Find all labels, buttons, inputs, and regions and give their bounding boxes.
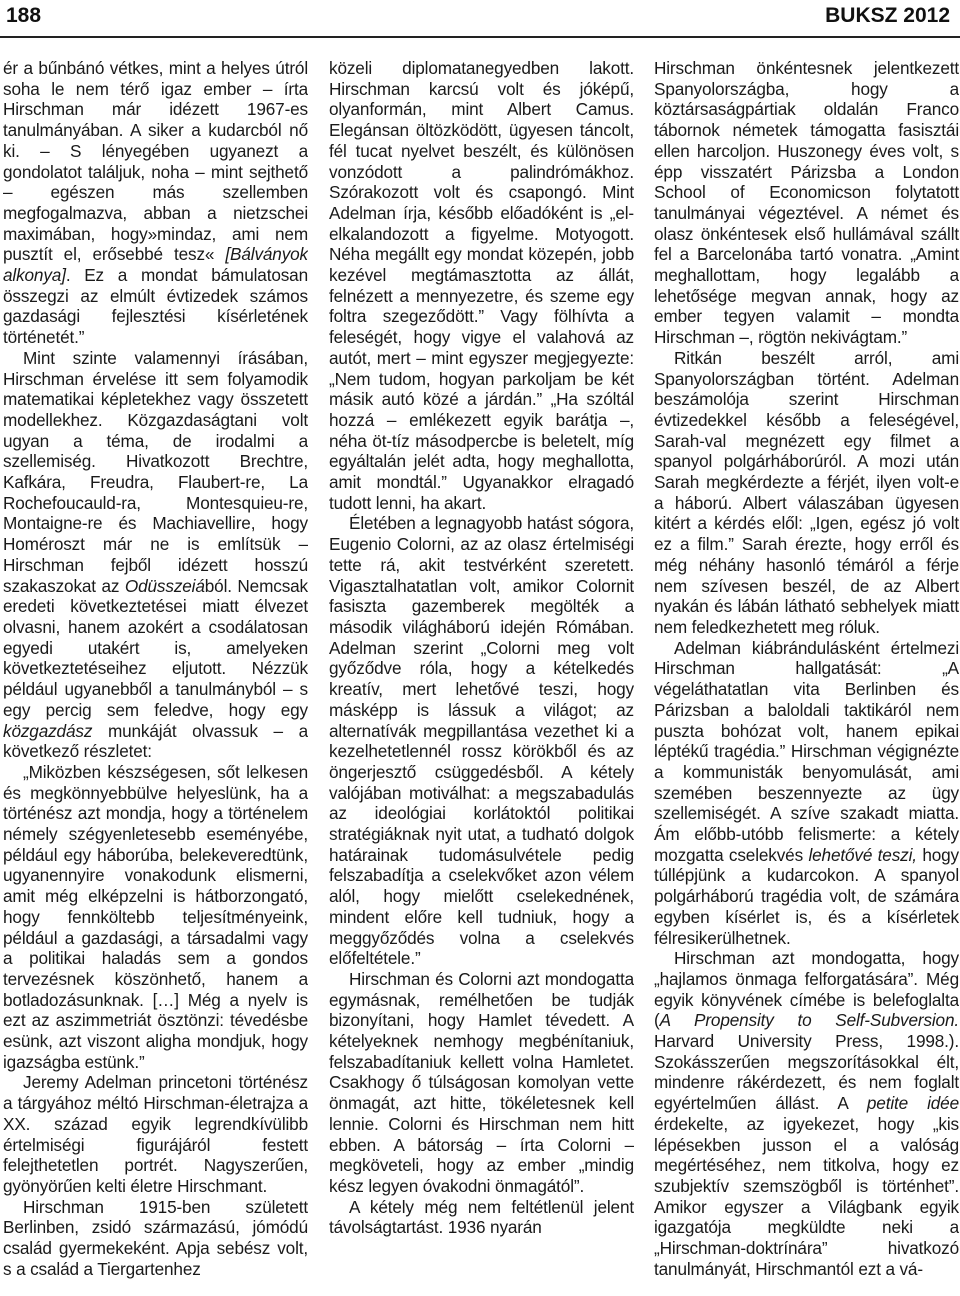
paragraph: Jeremy Adelman princetoni történész a tárgyához méltó Hirschman-életrajza a XX. század egyik legrendkívülibb értelmiségi figurájáról festett felejthetetlen portrét. Nagyszerűen, gyönyörűen kelti életre Hirschmant. — [3, 1072, 308, 1196]
text-run: munkáját olvassuk – a következő részletet: — [3, 720, 308, 762]
text-column-1 — [3, 58, 308, 1290]
text-run: Mint szinte valamennyi írásában, Hirschman érvelése itt sem folyamodik matematikai képletekhez vagy összetett modellekhez. Közgazdaságtani volt ugyan a téma, de irodalmi a szellemiség. Hivatkozott Brechtre, Kafkára, Freudra, Flaubert-re, La Rochefoucauld-ra, Montesquieu-re, Montaigne-re és Machiavellire, hogy Homéroszt már ne is említsük – Hirschman fejből idézett hosszú szakaszokat az — [3, 347, 308, 596]
paragraph: közeli diplomatanegyedben lakott. Hirschman karcsú volt és jóképű, olyanformán, mint Albert Camus. Elegánsan öltözködött, ügyesen táncolt, fél tucat nyelvet beszélt, és különösen vonzódott a palindrómákhoz. Szórakozott volt és csapongó. Mint Adelman írja, később előadóként is „el-elkalandozott a figyelme. Motyogott. Néha megállt egy mondat közepén, jobb kezével megtámasztotta az állát, felnézett a mennyezetre, és szeme egy foltra szegeződött.” Vagy fölhívta a feleségét, hogy vigye el valahová az autót, mert – mint egyszer megjegyezte: „Nem tudom, hogyan parkoljam be két másik autó közé a járdán.” „Ha szóltál hozzá – emlékezett egyik barátja –, néha öt-tíz másodpercbe is beletelt, míg egyáltalán jelét adta, hogy meghallotta, amit mondtál.” Ugyanakkor elragadó tudott lenni, ha akart. — [329, 58, 634, 513]
paragraph: Hirschman önkéntesnek jelentkezett Spanyolországba, hogy a köztársaságpártiak oldalán Franco tábornok németek támogatta fasisztái ellen harcoljon. Huszonegy éves volt, s épp visszatért Párizsba a London School of Economicson folytatott tanulmányai végeztével. A német és olasz önkéntesek első hullámával szállt fel a Barcelonába tartó vonatra. „Amint meghallottam, hogy legalább a lehetősége megvan annak, hogy az ember tegyen valamit – mondta Hirschman –, rögtön nekivágtam.” — [654, 58, 959, 348]
text-column-3 — [654, 58, 959, 1290]
block-quote: „Miközben készségesen, sőt lelkesen és megkönnyebbülve helyeslünk, ha a történész azt mondja, hogy a történelem némely szégyenletesebb eseményébe, például egy háborúba, belekeveredtünk, ugyanennyire vonakodunk elismerni, amit még elképzelni is hátborzongató, hogy fennköltebb teljesítményeink, például a gazdasági, a társadalmi vagy a politikai haladás sem a gondos tervezésnek köszönhető, hanem a botladozásunknak. […] Még a nyelv is ezt az aszimmetriát ösztönzi: tévedésbe esünk, azt viszont aligha mondjuk, hogy igazságba estünk.” — [3, 761, 308, 1072]
paragraph: Hirschman 1915-ben született Berlinben, zsidó származású, jómódú család gyermekeként. Apja sebész volt, s a család a Tiergartenhez — [3, 1196, 308, 1279]
text-run: ér a bűnbánó vétkes, mint a helyes útról soha le nem térő igaz ember – írta Hirschman már idézett 1967-es tanulmányában. A siker a kudarcból nő ki. – S lényegében ugyanezt a gondolatot találjuk, noha – mint sejthető – egészen más szellemben megfogalmazva, abban a nietzschei maximában, hogy»mindaz, ami nem pusztít el, erősebbé tesz« — [3, 58, 308, 265]
text-run: hogy túllépjünk a kudarcokon. A spanyol polgárháború tragédia volt, de számára egyben kísérlet is, és a kísérletek félresikerülhetnek. — [654, 844, 959, 948]
text-run: . Ez a mondat bámulatosan összegzi az elmúlt évtizedek számos gazdasági fejlesztési kísérletének történetét.” — [3, 265, 308, 348]
page-number: 188 — [6, 4, 42, 27]
paragraph — [654, 638, 959, 949]
text-run: Adelman kiábrándulásként értelmezi Hirschman hallgatását: „A végeláthatatlan vita Berlinben és Párizsban a baloldali taktikáról nem puszta bohózat volt, hanem epikai léptékű tragédia.” Hirschman végignézte a kommunisták benyomulását, ami szemében beszennyezte az ügy szellemiségét. A szíve szakadt miatta. Ám előbb-utóbb felismerte: a kétely mozgatta cselekvés — [654, 637, 959, 865]
italic-title: Odüsszeiá — [124, 575, 205, 596]
italic-title: A Propensity to Self-Subversion. — [659, 1010, 959, 1031]
text-run: érdekelte, az igyekezet, hogy „kis lépésekben jusson el a valóság megértéséhez, nem titkolva, hogy ez szubjektív szemszögből is történhet”. Amikor egyszer a Világbank egyik igazgatója megküldte neki a „Hirschman-doktrínára” hivatkozó tanulmányát, Hirschmantól ezt a vá- — [654, 1113, 959, 1279]
italic-phrase: petite idée — [866, 1093, 959, 1114]
paragraph: Ritkán beszélt arról, ami Spanyolországban történt. Adelman beszámolója szerint Hirschman évtizedekkel később a feleségével, Sarah-val megnézett egy filmet a spanyol polgárháborúról. A mozi után Sarah megkérdezte a férjét, ilyen volt-e a háború. Albert válaszában ügyesen kitért a kérdés elől: „Igen, egész jó volt ez a film.” Sarah érezte, hogy erről és még néhány hasonló témáról a férje nem szívesen beszél, de az Albert nyakán és lábán látható sebhelyek miatt nem feledkezhetett meg róluk. — [654, 347, 959, 637]
paragraph: A kétely még nem feltétlenül jelent távolságtartást. 1936 nyarán — [329, 1196, 634, 1238]
page-header — [0, 0, 960, 38]
paragraph: Életében a legnagyobb hatást sógora, Eugenio Colorni, az az olasz értelmiségi tette rá, akit testvérként szeretett. Vigasztalhatatlan volt, amikor Colornit fasiszta gazemberek megölték a második világháború idején Rómában. Adelman szerint „Colorni meg volt győződve róla, hogy a kételkedés kreatív, mert lehetővé teszi, hogy másképp is lássuk a világot; az alternatívák megpillantása vezethet ki a kezelhetetlennél rossz körökből és az öngerjesztő csüggedésből. A kétely valójában motiválhat: a megszabadulás az ideológiai korlátoktól politikai stratégiáknak nyit utat, a tudható dolgok határainak tudomásulvétele pedig felszabadítja a cselekvőket azon vélem alól, hogy mielőtt cselekednének, mindent előre kell tudniuk, hogy a meggyőződés volna a cselekvés előfeltétele.” — [329, 513, 634, 969]
paragraph — [3, 58, 308, 348]
text-run: ból. Nemcsak eredeti következtetései miatt élvezet olvasni, hanem azokért a csodálatosan egyedi utakért is, amelyeken következtetéseihez eljutott. Nézzük például ugyanebből a tanulmányból – s egy percig sem feledve, hogy egy — [3, 575, 308, 720]
paragraph: Hirschman és Colorni azt mondogatta egymásnak, remélhetően be tudják bizonyítani, hogy Hamlet tévedett. A kételyeknek nemhogy megbénítaniuk, felszabadítaniuk kellett volna Hamletet. Csakhogy ő túlságosan komolyan vette önmagát, azt hitte, tökéletesnek kell lennie. Colorni és Hirschman nem hitt ebben. A bátorság – írta Colorni – megköveteli, hogy az ember „mindig kész legyen óvakodni önmagától”. — [329, 968, 634, 1196]
italic-title: [Bálványok alkonya] — [3, 244, 308, 286]
italic-word: közgazdász — [3, 720, 93, 741]
paragraph — [654, 948, 959, 1279]
text-run: Harvard University Press, 1998.). Szokásszerűen megszorításokkal élt, mindenre rákérdezett, és nem foglalt egyértelműen állást. A — [654, 1031, 959, 1114]
paragraph — [3, 348, 308, 762]
journal-name: BUKSZ 2012 — [825, 4, 950, 27]
text-run: Hirschman azt mondogatta, hogy „hajlamos önmaga felforgatására”. Még egyik könyvének címébe is belefoglalta ( — [654, 948, 959, 1031]
italic-phrase: lehetővé teszi, — [808, 844, 917, 865]
text-column-2 — [329, 58, 634, 1290]
